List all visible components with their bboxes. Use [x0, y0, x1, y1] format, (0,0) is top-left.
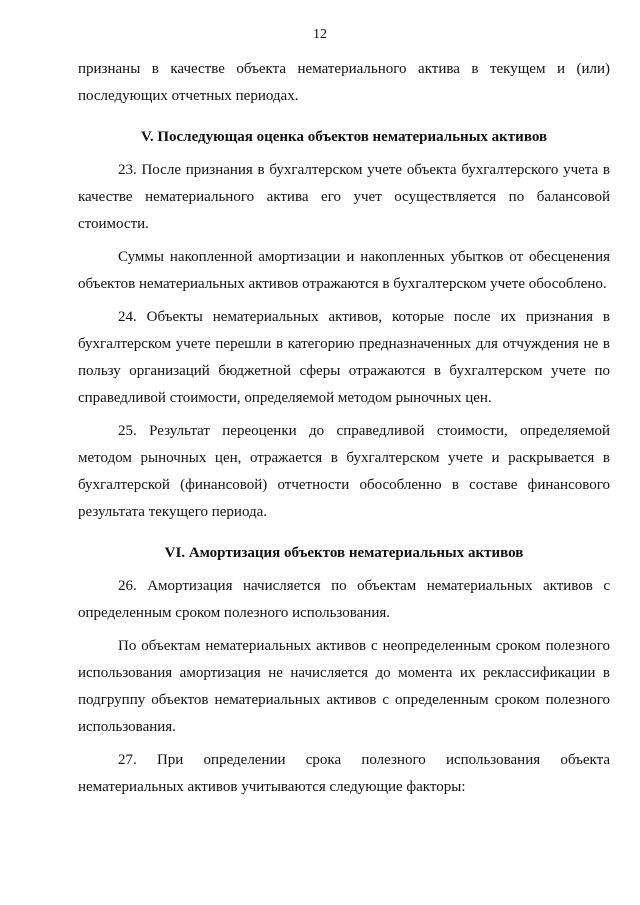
paragraph-23: 23. После признания в бухгалтерском учете объекта бухгалтерского учета в качестве нематериального актива его учет осуществляется по балансовой стоимости. — [78, 162, 610, 232]
paragraph-23-continued: Суммы накопленной амортизации и накопленных убытков от обесценения объектов нематериальных активов отражаются в бухгалтерском учете обособлено. — [78, 249, 610, 292]
paragraph-25: 25. Результат переоценки до справедливой стоимости, определяемой методом рыночных цен, отражается в бухгалтерском учете и раскрывается в бухгалтерской (финансовой) отчетности обособленно в составе финансового результата текущего периода. — [78, 423, 610, 520]
paragraph-27: 27. При определении срока полезного использования объекта нематериальных активов учитываются следующие факторы: — [78, 752, 610, 795]
page-number: 12 — [313, 27, 327, 42]
section-vi-heading: VI. Амортизация объектов нематериальных активов — [164, 545, 524, 561]
document-body — [78, 56, 610, 801]
section-v-heading: V. Последующая оценка объектов нематериальных активов — [140, 129, 548, 145]
paragraph-24: 24. Объекты нематериальных активов, которые после их признания в бухгалтерском учете перешли в категорию предназначенных для отчуждения не в пользу организаций бюджетной сферы отражаются в бухгалтерском учете по справедливой стоимости, определяемой методом рыночных цен. — [78, 309, 610, 406]
continuation-paragraph: признаны в качестве объекта нематериального актива в текущем и (или) последующих отчетных периодах. — [78, 61, 610, 104]
paragraph-26: 26. Амортизация начисляется по объектам нематериальных активов с определенным сроком полезного использования. — [78, 578, 610, 621]
paragraph-26-continued: По объектам нематериальных активов с неопределенным сроком полезного использования амортизация не начисляется до момента их реклассификации в подгруппу объектов нематериальных активов с определенным сроком полезного использования. — [78, 638, 610, 735]
